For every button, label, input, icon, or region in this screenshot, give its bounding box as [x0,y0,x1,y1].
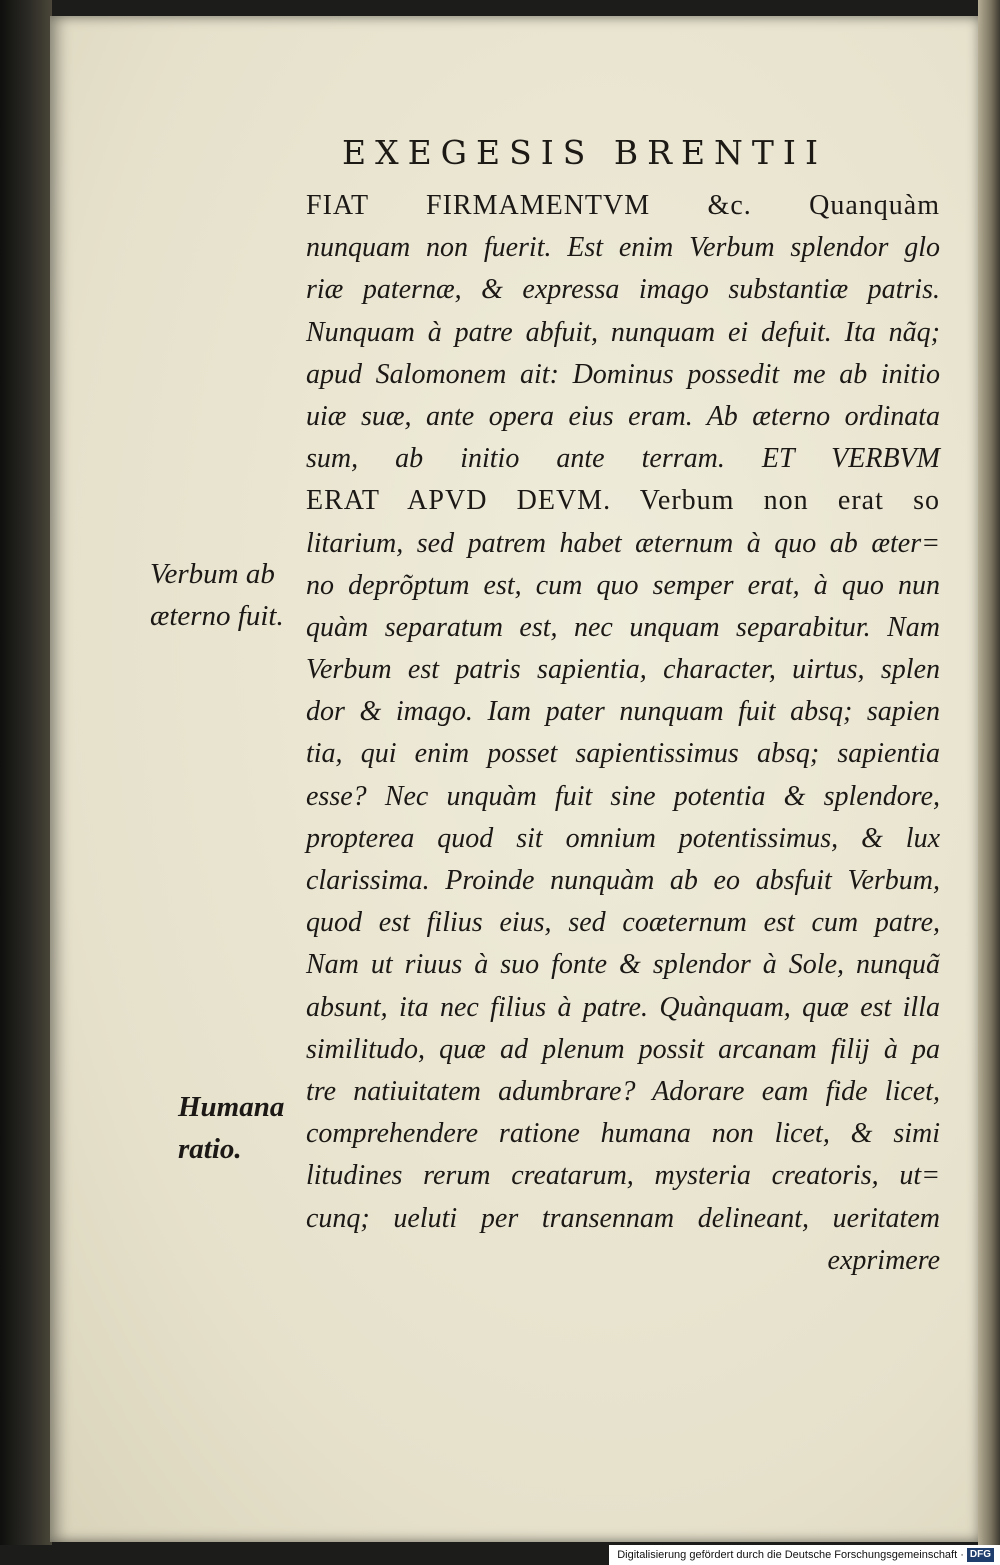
text-line: absunt, ita nec filius à patre. Quànquam, quæ est illa [306,991,940,1023]
marginal-note-line: æterno fuit. [150,600,284,632]
catchword: exprimere [827,1244,940,1276]
marginal-note [150,553,284,637]
text-line: clarissima. Proinde nunquàm ab eo absfuit Verbum, [306,865,940,896]
text-line: quàm separatum est, nec unquam separabitur. Nam [306,611,940,643]
marginal-note [178,1086,284,1170]
text-line: tre natiuitatem adumbrare? Adorare eam fide licet, [306,1075,940,1107]
credit-text: Digitalisierung gefördert durch die Deutsche Forschungsgemeinschaft · [617,1549,964,1561]
text-line: sum, ab initio ante terram. ET VERBVM [306,443,940,475]
dfg-logo: DFG [967,1548,994,1562]
text-line: tia, qui enim posset sapientissimus absq; sapientia [306,738,940,770]
running-head: EXEGESIS BRENTII [342,133,828,172]
text-line: propterea quod sit omnium potentissimus, & lux [306,822,940,854]
text-line: esse? Nec unquàm fuit sine potentia & splendore, [306,780,940,812]
text-line: similitudo, quæ ad plenum possit arcanam filij à pa [306,1033,940,1065]
marginal-note-line: ratio. [178,1133,242,1165]
text-line: Verbum est patris sapientia, character, uirtus, splen [306,654,940,686]
book-spine [0,0,52,1545]
text-line: comprehendere ratione humana non licet, & simi [306,1118,940,1150]
text-line: apud Salomonem ait: Dominus possedit me ab initio [306,358,940,390]
text-line: nunquam non fuerit. Est enim Verbum splendor glo [306,232,940,264]
marginal-note-line: Humana [178,1091,285,1123]
text-line: Nunquam à patre abfuit, nunquam ei defuit. Ita nãq; [306,316,940,348]
text-line: litarium, sed patrem habet æternum à quo ab æter= [306,527,940,559]
marginal-note-line: Verbum ab [150,558,275,590]
text-line: no deprõptum est, cum quo semper erat, à quo nun [306,569,940,601]
main-text-block [306,185,940,1282]
page-edge [978,0,1000,1545]
text-line: FIAT FIRMAMENTVM &c. Quanquàm [306,190,940,221]
text-line: litudines rerum creatarum, mysteria creatoris, ut= [306,1160,940,1192]
text-line: uiæ suæ, ante opera eius eram. Ab æterno ordinata [306,400,940,432]
text-line: dor & imago. Iam pater nunquam fuit absq; sapien [306,696,940,728]
text-line: Nam ut riuus à suo fonte & splendor à Sole, nunquã [306,949,940,981]
text-line: ERAT APVD DEVM. Verbum non erat so [306,485,940,517]
text-line: quod est filius eius, sed coæternum est cum patre, [306,907,940,939]
digitization-credit [609,1545,1000,1565]
text-line: cunq; ueluti per transennam delineant, ueritatem [306,1202,940,1234]
text-line: riæ paternæ, & expressa imago substantiæ patris. [306,274,940,306]
